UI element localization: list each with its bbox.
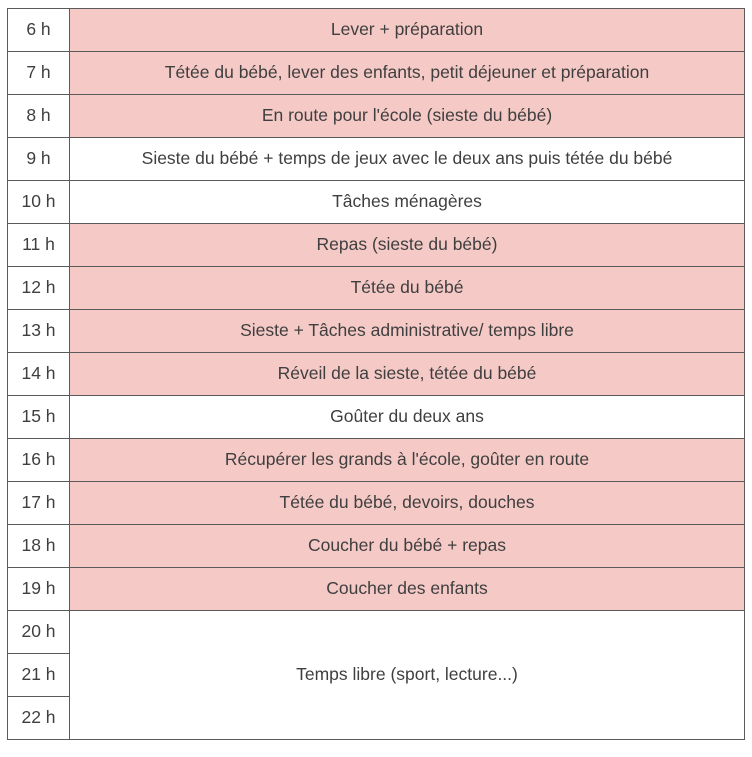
schedule-row: [8, 267, 745, 310]
schedule-row: [8, 181, 745, 224]
activity-cell: Tétée du bébé: [70, 267, 745, 310]
hour-cell: 10 h: [8, 181, 70, 224]
activity-cell: Lever + préparation: [70, 9, 745, 52]
hour-cell: 17 h: [8, 482, 70, 525]
schedule-row: [8, 611, 745, 654]
hour-cell: 16 h: [8, 439, 70, 482]
schedule-row: [8, 525, 745, 568]
activity-cell: Tâches ménagères: [70, 181, 745, 224]
hour-cell: 22 h: [8, 697, 70, 740]
schedule-row: [8, 439, 745, 482]
hour-cell: 11 h: [8, 224, 70, 267]
activity-cell: Goûter du deux ans: [70, 396, 745, 439]
activity-cell: Repas (sieste du bébé): [70, 224, 745, 267]
activity-cell-evening: Temps libre (sport, lecture...): [70, 611, 745, 740]
activity-cell: Sieste du bébé + temps de jeux avec le deux ans puis tétée du bébé: [70, 138, 745, 181]
hour-cell: 15 h: [8, 396, 70, 439]
schedule-row: [8, 138, 745, 181]
activity-cell: Réveil de la sieste, tétée du bébé: [70, 353, 745, 396]
activity-cell: Sieste + Tâches administrative/ temps libre: [70, 310, 745, 353]
schedule-row: [8, 568, 745, 611]
hour-cell: 6 h: [8, 9, 70, 52]
schedule-row: [8, 482, 745, 525]
activity-cell: Tétée du bébé, devoirs, douches: [70, 482, 745, 525]
schedule-row: [8, 224, 745, 267]
schedule-row: [8, 52, 745, 95]
hour-cell: 9 h: [8, 138, 70, 181]
activity-cell: Récupérer les grands à l'école, goûter en route: [70, 439, 745, 482]
schedule-row: [8, 9, 745, 52]
schedule-row: [8, 95, 745, 138]
hour-cell: 7 h: [8, 52, 70, 95]
hour-cell: 20 h: [8, 611, 70, 654]
hour-cell: 21 h: [8, 654, 70, 697]
activity-cell: En route pour l'école (sieste du bébé): [70, 95, 745, 138]
schedule-table: [7, 8, 745, 740]
hour-cell: 14 h: [8, 353, 70, 396]
schedule-body: [8, 9, 745, 740]
hour-cell: 18 h: [8, 525, 70, 568]
activity-cell: Coucher des enfants: [70, 568, 745, 611]
activity-cell: Tétée du bébé, lever des enfants, petit déjeuner et préparation: [70, 52, 745, 95]
hour-cell: 8 h: [8, 95, 70, 138]
schedule-row: [8, 396, 745, 439]
hour-cell: 12 h: [8, 267, 70, 310]
schedule-row: [8, 353, 745, 396]
hour-cell: 13 h: [8, 310, 70, 353]
activity-cell: Coucher du bébé + repas: [70, 525, 745, 568]
schedule-row: [8, 310, 745, 353]
hour-cell: 19 h: [8, 568, 70, 611]
